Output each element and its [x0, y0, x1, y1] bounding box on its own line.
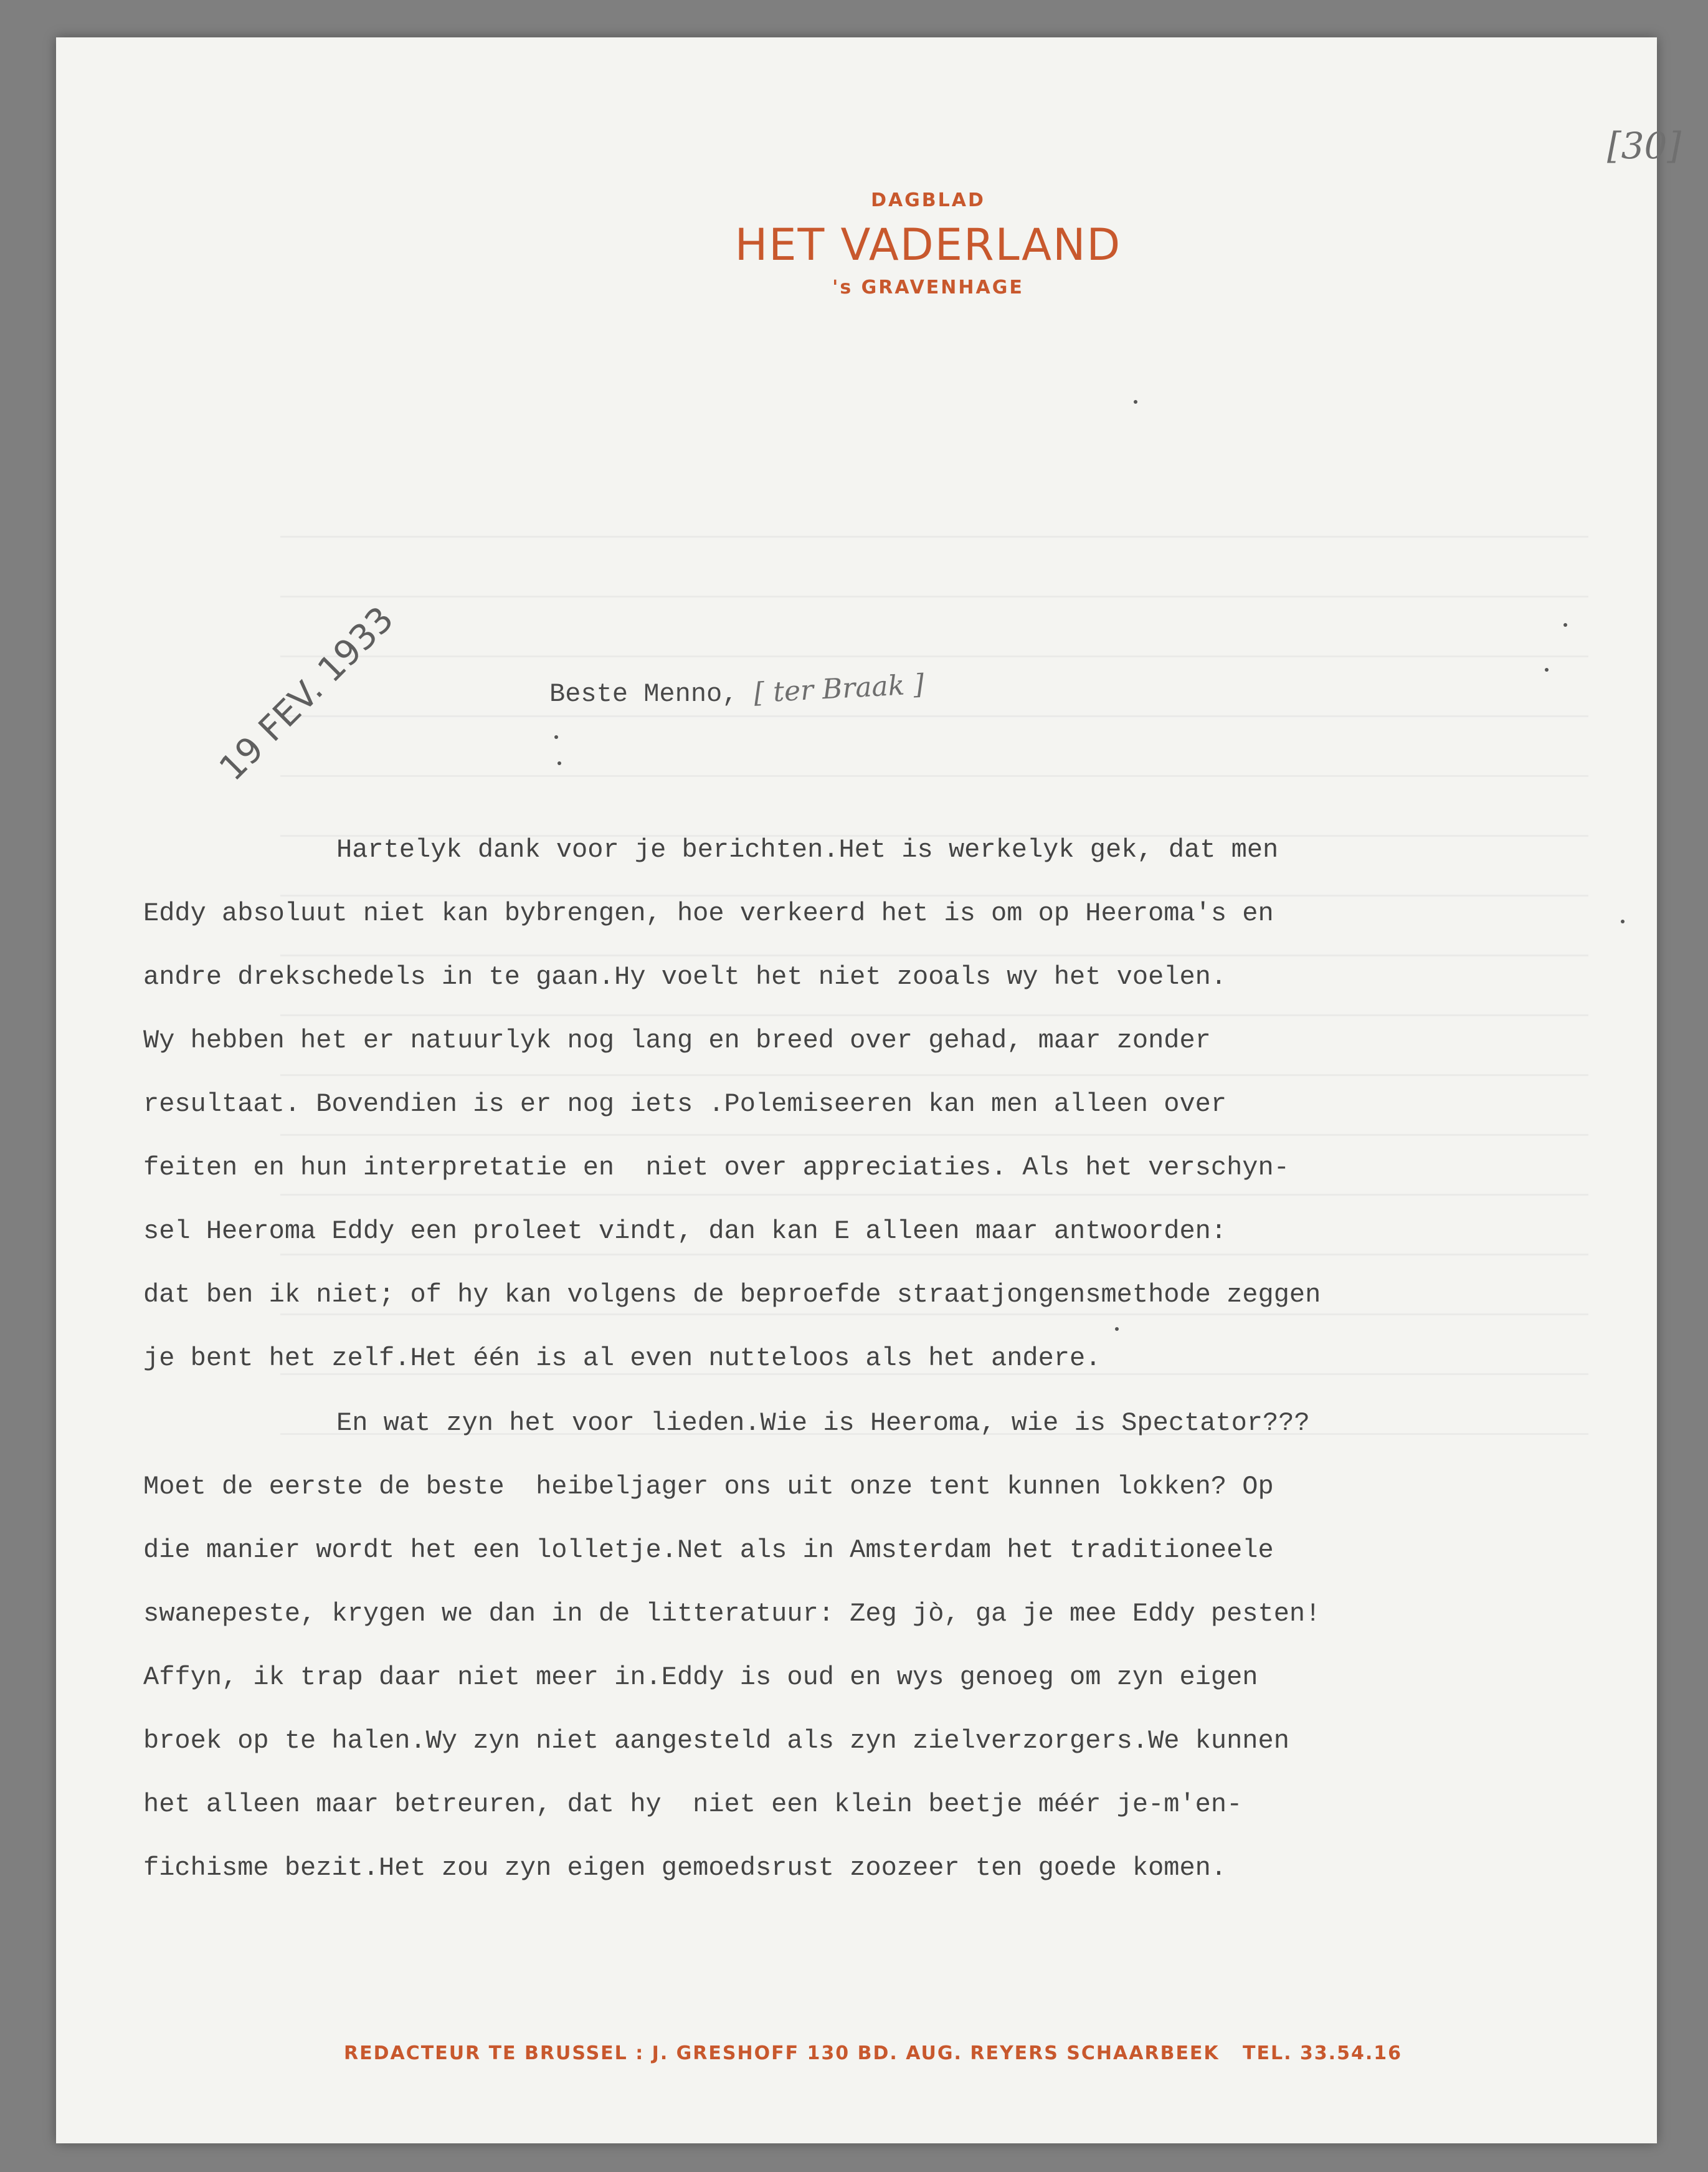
body-line: resultaat. Bovendien is er nog iets .Polemiseeren kan men alleen over: [143, 1089, 1227, 1119]
body-line: Wy hebben het er natuurlyk nog lang en breed over gehad, maar zonder: [143, 1026, 1211, 1055]
stray-ink-dot: [1134, 400, 1137, 404]
body-line: Eddy absoluut niet kan bybrengen, hoe verkeerd het is om op Heeroma's en: [143, 898, 1274, 928]
letter-sheet: [56, 37, 1682, 2143]
date-stamp: 19 FEV. 1933: [212, 599, 402, 789]
stray-ink-dot: [554, 735, 558, 739]
stray-ink-dot: [1115, 1327, 1119, 1331]
stray-ink-dot: [1563, 623, 1567, 627]
body-line: je bent het zelf.Het één is al even nutteloos als het andere.: [143, 1343, 1101, 1373]
body-line: swanepeste, krygen we dan in de litteratuur: Zeg jò, ga je mee Eddy pesten!: [143, 1599, 1321, 1629]
handwritten-recipient-note: [ ter Braak ]: [752, 668, 925, 710]
body-line: Hartelyk dank voor je berichten.Het is werkelyk gek, dat men: [336, 835, 1279, 865]
footer-address: REDACTEUR TE BRUSSEL : J. GRESHOFF 130 BD. AUG. REYERS SCHAARBEEK TEL. 33.54.16: [344, 2042, 1402, 2064]
body-line: Affyn, ik trap daar niet meer in.Eddy is oud en wys genoeg om zyn eigen: [143, 1662, 1258, 1692]
letterhead-city: 's GRAVENHAGE: [832, 277, 1024, 298]
body-line: andre drekschedels in te gaan.Hy voelt het niet zooals wy het voelen.: [143, 962, 1227, 992]
body-line: dat ben ik niet; of hy kan volgens de beproefde straatjongensmethode zeggen: [143, 1280, 1321, 1310]
stray-ink-dot: [1545, 668, 1549, 672]
body-line: broek op te halen.Wy zyn niet aangesteld als zyn zielverzorgers.We kunnen: [143, 1726, 1289, 1756]
body-line: En wat zyn het voor lieden.Wie is Heeroma, wie is Spectator???: [336, 1408, 1310, 1438]
body-line: fichisme bezit.Het zou zyn eigen gemoedsrust zoozeer ten goede komen.: [143, 1853, 1227, 1883]
salutation: Beste Menno,: [549, 679, 738, 709]
letterhead-title: HET VADERLAND: [734, 219, 1122, 270]
body-line: feiten en hun interpretatie en niet over appreciaties. Als het verschyn-: [143, 1153, 1289, 1183]
body-line: die manier wordt het een lolletje.Net als in Amsterdam het traditioneele: [143, 1535, 1274, 1565]
archive-number: [30]: [1607, 125, 1682, 167]
letterhead-label: DAGBLAD: [871, 189, 985, 211]
body-line: sel Heeroma Eddy een proleet vindt, dan kan E alleen maar antwoorden:: [143, 1216, 1227, 1246]
stray-ink-dot: [557, 761, 561, 765]
body-line: het alleen maar betreuren, dat hy niet een klein beetje méér je-m'en-: [143, 1789, 1243, 1819]
body-line: Moet de eerste de beste heibeljager ons uit onze tent kunnen lokken? Op: [143, 1472, 1274, 1502]
reverse-side-show-through: [280, 536, 1588, 1470]
stray-ink-dot: [1621, 920, 1625, 923]
